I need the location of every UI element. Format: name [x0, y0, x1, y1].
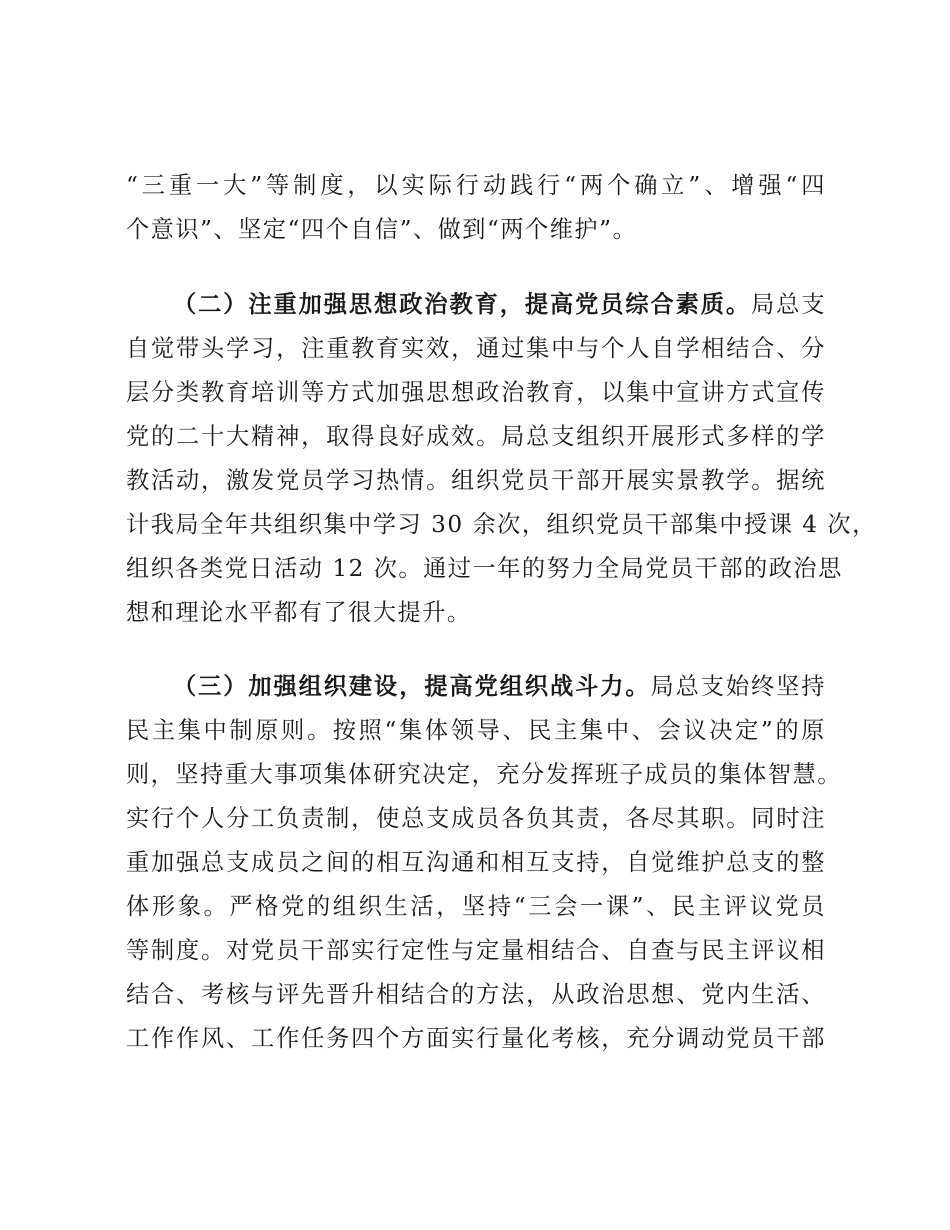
- paragraph-2-heading: （二）注重加强思想政治教育，提高党员综合素质。: [173, 291, 752, 318]
- paragraph-2-line-8: 想和理论水平都有了很大提升。: [126, 599, 472, 626]
- paragraph-2-line-2: 自觉带头学习，注重教育实效，通过集中与个人自学相结合、分: [126, 335, 826, 362]
- paragraph-2-line-4: 党的二十大精神，取得良好成效。局总支组织开展形式多样的学: [126, 423, 826, 450]
- paragraph-3-first-line: [173, 667, 826, 707]
- paragraph-3-line-4: 实行个人分工负责制，使总支成员各负其责，各尽其职。同时注: [126, 805, 826, 832]
- paragraph-3-line-6: 体形象。严格党的组织生活，坚持“三会一课”、民主评议党员: [126, 893, 826, 920]
- paragraph-3-line-5: 重加强总支成员之间的相互沟通和相互支持，自觉维护总支的整: [126, 849, 826, 876]
- paragraph-3-line-2: 民主集中制原则。按照“集体领导、民主集中、会议决定”的原: [126, 717, 826, 744]
- paragraph-3-heading: （三）加强组织建设，提高党组织战斗力。: [173, 673, 651, 700]
- paragraph-3-line-9: 工作作风、工作任务四个方面实行量化考核，充分调动党员干部: [126, 1025, 826, 1052]
- paragraph-1-line-1: “三重一大”等制度，以实际行动践行“两个确立”、增强“四: [126, 172, 826, 199]
- paragraph-3-line-3: 则，坚持重大事项集体研究决定，充分发挥班子成员的集体智慧。: [126, 761, 842, 788]
- paragraph-3-line-8: 结合、考核与评先晋升相结合的方法，从政治思想、党内生活、: [126, 981, 826, 1008]
- paragraph-2-line-7: 组织各类党日活动 12 次。通过一年的努力全局党员干部的政治思: [126, 555, 843, 582]
- paragraph-2-first-line: [173, 285, 826, 325]
- paragraph-3-first-line-rest: 局总支始终坚持: [650, 673, 826, 700]
- paragraph-3-line-7: 等制度。对党员干部实行定性与定量相结合、自查与民主评议相: [126, 937, 826, 964]
- paragraph-2-line-6: 计我局全年共组织集中学习 30 余次，组织党员干部集中授课 4 次，: [126, 511, 877, 538]
- paragraph-2-first-line-rest: 局总支: [751, 291, 826, 318]
- paragraph-2-line-5: 教活动，激发党员学习热情。组织党员干部开展实景教学。据统: [126, 467, 826, 494]
- paragraph-2-line-3: 层分类教育培训等方式加强思想政治教育，以集中宣讲方式宣传: [126, 379, 826, 406]
- paragraph-1-line-2: 个意识”、坚定“四个自信”、做到“两个维护”。: [126, 216, 638, 243]
